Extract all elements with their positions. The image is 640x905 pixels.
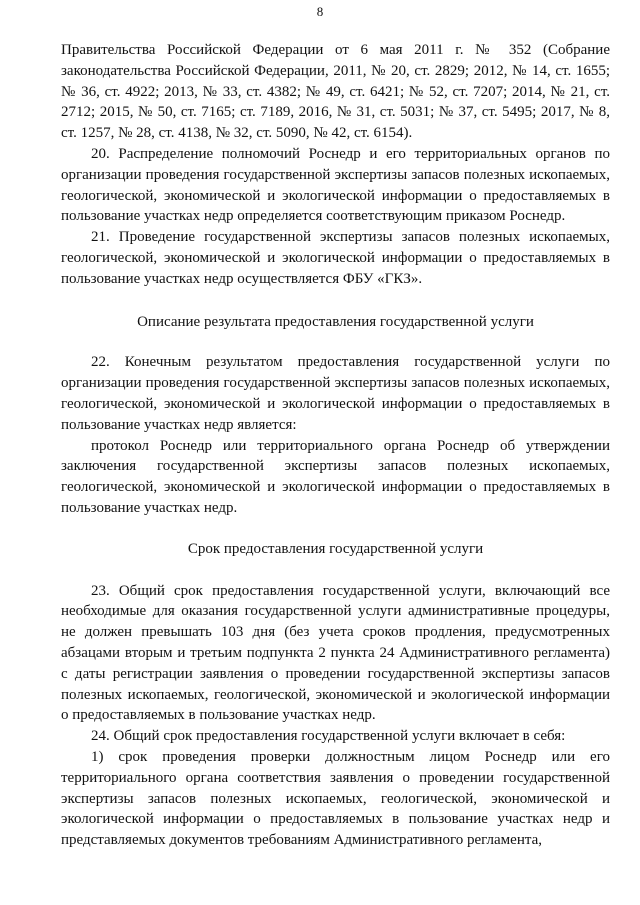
paragraph-24: 24. Общий срок предоставления государственной услуги включает в себя: bbox=[91, 728, 566, 745]
paragraph-22: 22. Конечным результатом предоставления государственной услуги по организации проведения государственной экспертизы запасов полезных ископаемых, геологической, экономической и экологической информации о предоставляемых в пользование участках недр является: bbox=[61, 354, 610, 433]
paragraph-23: 23. Общий срок предоставления государственной услуги, включающий все необходимые для оказания государственной услуги административные процедуры, не должен превышать 103 дня (без учета сроков продления, предусмотренных абзацами вторым и третьим подпункта 2 пункта 24 Административного регламента) с даты регистрации заявления о проведении государственной экспертизы запасов полезных ископаемых, геологической, экономической и экологической информации о предоставляемых в пользование участках недр. bbox=[61, 582, 610, 724]
paragraph-continuation: Правительства Российской Федерации от 6 мая 2011 г. № 352 (Собрание законодательства Российской Федерации, 2011, № 20, ст. 2829; 2012, № 14, ст. 1655; № 36, ст. 4922; 2013, № 33, ст. 4382; № 49, ст. 6421; № 52, ст. 7207; 2014, № 21, ст. 2712; 2015, № 50, ст. 7165; ст. 7189, 2016, № 31, ст. 5031; № 37, ст. 5495; 2017, № 8, ст. 1257, № 28, ст. 4138, № 32, ст. 5090, № 42, ст. 6154). bbox=[61, 42, 610, 142]
paragraph-24-item-1: 1) срок проведения проверки должностным лицом Роснедр или его территориального органа соответствия заявления о проведении государственной экспертизы запасов полезных ископаемых, геологической, экономической и экологической информации о предоставляемых в пользование участках недр и представляемых документов требованиям Административного регламента, bbox=[61, 748, 610, 849]
page-number: 8 bbox=[316, 4, 324, 19]
document-body bbox=[61, 40, 610, 851]
paragraph-21: 21. Проведение государственной экспертизы запасов полезных ископаемых, геологической, экономической и экологической информации о предоставляемых в пользование участках недр осуществляется ФБУ «ГКЗ». bbox=[61, 229, 610, 287]
section-heading-result: Описание результата предоставления государственной услуги bbox=[137, 313, 534, 330]
paragraph-22-protocol: протокол Роснедр или территориального органа Роснедр об утверждении заключения государственной экспертизы запасов полезных ископаемых, геологической, экономической и экологической информации о предоставляемых в пользование участках недр. bbox=[61, 437, 610, 516]
section-heading-term: Срок предоставления государственной услуги bbox=[187, 540, 484, 557]
paragraph-20: 20. Распределение полномочий Роснедр и его территориальных органов по организации проведения государственной экспертизы запасов полезных ископаемых, геологической, экономической и экологической информации о предоставляемых в пользование участках недр определяется соответствующим приказом Роснедр. bbox=[61, 145, 610, 225]
